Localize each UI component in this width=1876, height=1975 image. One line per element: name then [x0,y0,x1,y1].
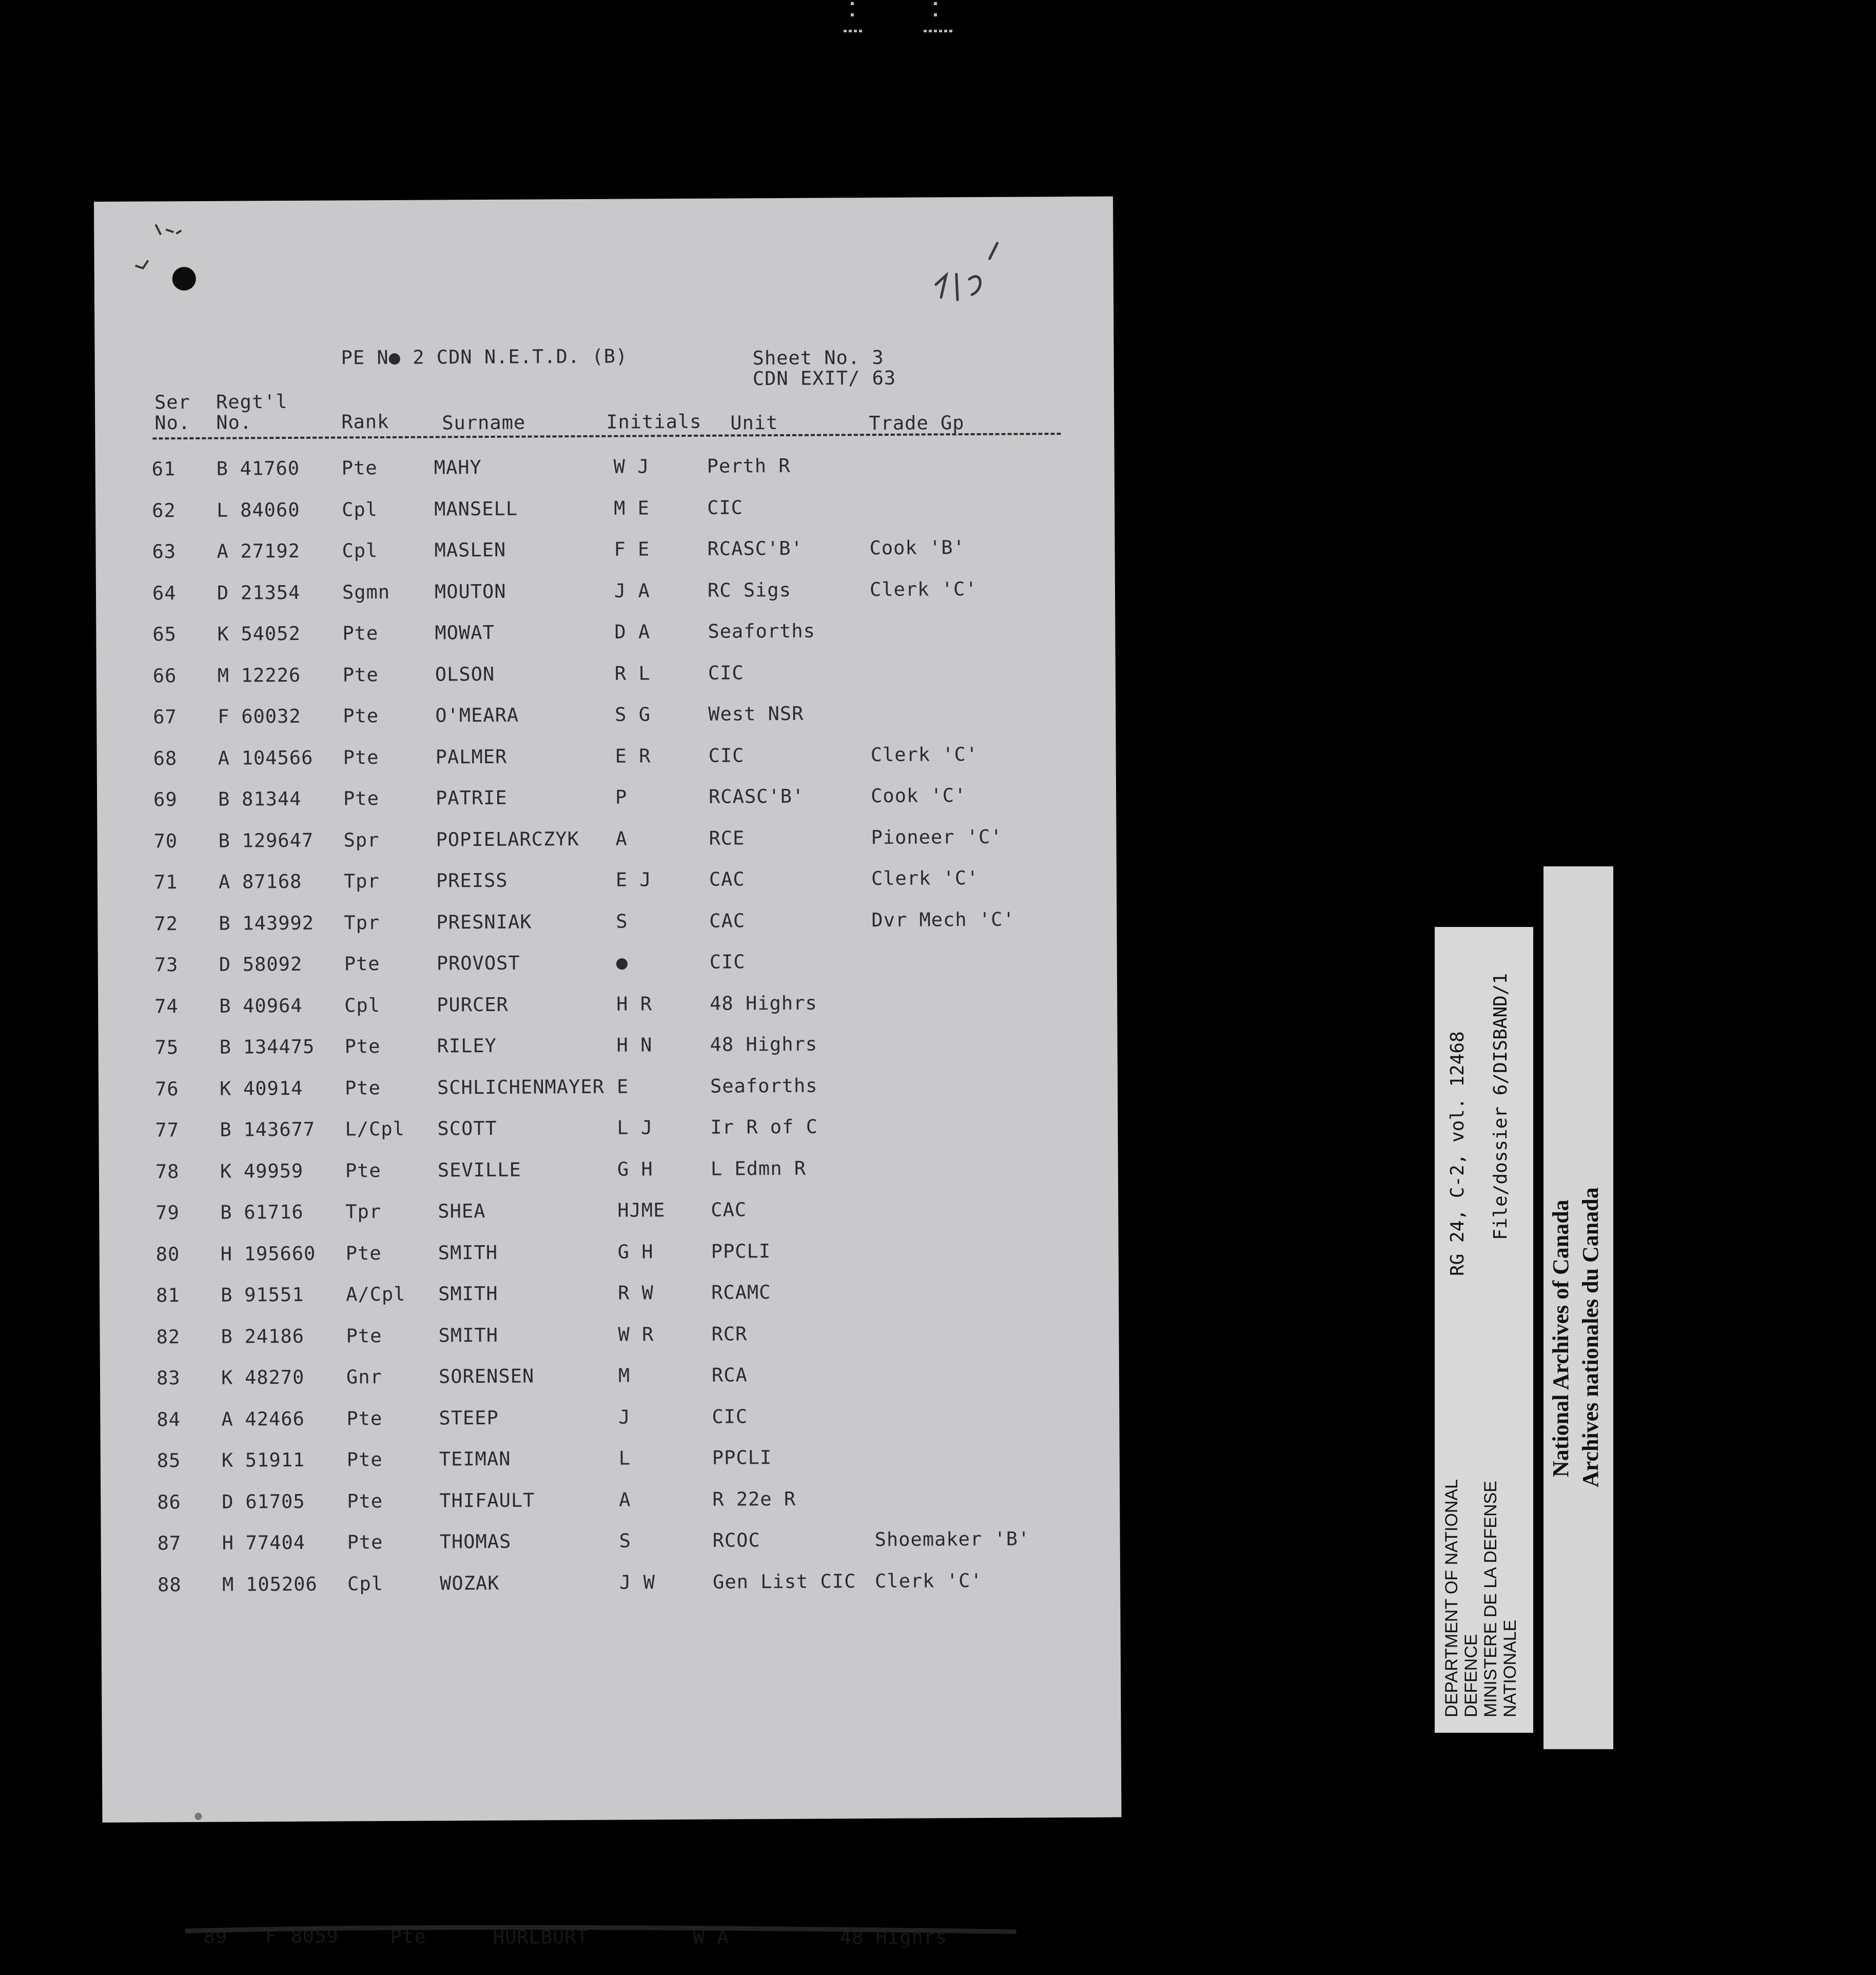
row-regt-number: 91551 [244,1283,304,1306]
row-rank: Pte [341,457,378,479]
archives-fr: Archives nationales du Canada [1578,1187,1603,1487]
row-unit: RCASC'B' [707,537,803,560]
row-regt-number: 21354 [240,581,301,604]
row-regt-prefix: L [217,499,229,521]
row-initials: A [615,827,628,850]
row-surname: WOZAK [439,1572,500,1595]
row-ser-no: 68 [153,747,178,769]
row-regt-prefix: B [219,995,231,1017]
row-surname: OLSON [435,663,495,686]
row-unit: Seaforths [710,1074,818,1097]
row-ser-no: 88 [157,1573,182,1596]
row-trade: Clerk 'C' [871,866,979,890]
row-surname: THIFAULT [439,1489,535,1512]
row-regt-number: 58092 [242,953,303,976]
row-regt-number: 27192 [240,539,301,563]
row-ser-no: 67 [153,706,177,728]
row-ser-no: 66 [152,664,177,687]
col-header-ser-2: No. [154,412,191,434]
row-initials: J W [619,1571,656,1594]
row-surname: RILEY [437,1034,497,1057]
row-regt-prefix: F [218,705,230,728]
dept-en-line2: DEFENCE [1461,1634,1481,1717]
row-initials: D A [614,621,651,643]
row-trade: Clerk 'C' [874,1569,983,1592]
row-regt-number: 129647 [242,829,314,852]
row-initials: ● [616,951,629,974]
row-ser-no: 77 [155,1119,180,1141]
row-ser-no: 85 [157,1449,181,1472]
row-surname: SORENSEN [438,1365,535,1388]
row-regt-prefix: K [221,1366,233,1389]
archive-reference-label [1435,927,1533,1733]
row-initials: M [618,1364,631,1387]
row-rank: Pte [347,1489,383,1512]
row-trade: Cook 'C' [870,784,967,807]
row-surname: TEIMAN [439,1447,511,1470]
row-regt-number: 61716 [244,1201,304,1224]
row-ser-no: 70 [153,829,178,852]
row-regt-number: 143992 [242,912,315,935]
row-ser-no: 63 [152,540,177,563]
row-ser-no: 74 [154,995,179,1017]
row-trade: Clerk 'C' [869,577,978,601]
row-surname: SCHLICHENMAYER [437,1075,605,1099]
row-ser-no: 76 [154,1077,179,1100]
row-rank: Pte [345,1159,381,1182]
row-rank: Pte [342,663,379,686]
row-initials: W J [613,455,650,478]
archive-reference: RG 24, C-2, vol. 12468 [1447,1031,1468,1276]
header-rule [152,433,1061,439]
row-unit: CAC [709,868,745,890]
row-ser-no: 62 [152,499,176,521]
row-initials: R W [618,1282,654,1304]
row-initials: E J [615,868,652,891]
row-surname: PROVOST [436,952,520,975]
row-rank: Sgmn [342,580,390,603]
row-ser-no: 79 [155,1202,180,1224]
row-rank: Pte [343,787,380,810]
pencil-page-number [925,227,1028,310]
row-ser-no: 80 [155,1243,180,1265]
row-ser-no: 73 [154,954,179,976]
row-rank: Pte [345,1242,382,1264]
row-regt-prefix: B [218,829,230,852]
row-ser-no: 72 [154,912,179,935]
row-regt-number: 61705 [245,1490,305,1513]
row-ser-no: 83 [156,1367,181,1389]
row-regt-number: 51911 [245,1448,305,1471]
row-regt-prefix: D [222,1490,234,1513]
row-initials: H R [616,992,653,1015]
struck-row-ser: 89 [203,1925,228,1948]
row-regt-number: 41760 [240,457,300,480]
row-surname: MAHY [434,456,482,479]
row-initials: S G [615,703,651,726]
row-initials: P [615,786,628,808]
row-surname: SCOTT [437,1117,497,1140]
row-regt-prefix: M [222,1573,234,1596]
row-unit: L Edmn R [710,1157,807,1180]
col-header-unit: Unit [730,412,778,434]
row-unit: CIC [708,661,744,684]
corner-ink-marks [125,219,218,281]
row-unit: RCA [711,1364,748,1386]
row-regt-prefix: K [221,1449,234,1471]
row-unit: West NSR [708,702,804,725]
col-header-regt-1: Regt'l [216,391,288,413]
dept-fr-line1: MINISTERE DE LA DEFENSE [1481,1481,1500,1717]
row-unit: RCAMC [711,1281,771,1304]
row-ser-no: 71 [153,871,178,894]
row-surname: PREISS [436,869,508,892]
col-header-surname: Surname [442,411,526,434]
row-regt-prefix: H [222,1532,234,1554]
row-surname: SEVILLE [437,1158,521,1182]
row-regt-prefix: B [216,457,229,480]
row-unit: RC Sigs [707,578,792,602]
row-regt-number: 49959 [243,1159,304,1182]
struck-row-initials: W A [693,1926,729,1948]
row-regt-prefix: B [220,1118,232,1141]
row-regt-number: 134475 [243,1035,315,1058]
row-rank: Pte [346,1407,383,1429]
row-rank: Cpl [347,1572,384,1595]
row-regt-prefix: A [218,870,231,893]
row-trade: Clerk 'C' [870,743,979,766]
row-regt-number: 12226 [241,664,301,687]
row-unit: CIC [709,951,746,973]
row-rank: Tpr [345,1201,382,1223]
row-rank: Cpl [344,994,381,1016]
row-ser-no: 78 [155,1160,180,1183]
row-regt-prefix: B [219,1036,232,1058]
row-surname: POPIELARCZYK [436,827,579,851]
row-trade: Pioneer 'C' [871,825,1003,848]
row-regt-prefix: B [221,1325,233,1348]
row-regt-prefix: A [217,540,229,563]
row-rank: Tpr [343,870,380,893]
row-surname: SMITH [438,1282,498,1305]
row-regt-number: 77404 [245,1531,306,1554]
row-regt-prefix: A [221,1408,233,1430]
row-initials: E [616,1075,629,1098]
row-unit: CAC [711,1198,747,1221]
archives-en: National Archives of Canada [1548,1199,1573,1477]
row-unit: 48 Highrs [710,992,817,1015]
row-surname: SHEA [438,1200,486,1223]
national-archives-label [1543,866,1613,1749]
row-regt-prefix: D [219,953,231,976]
row-ser-no: 75 [154,1036,179,1059]
struck-row-rank: Pte [390,1925,426,1948]
row-rank: Pte [344,1076,381,1099]
col-header-trade: Trade Gp [869,412,965,435]
dept-fr-line2: NATIONALE [1500,1619,1520,1717]
row-ser-no: 64 [152,582,177,604]
row-rank: Pte [343,705,379,727]
row-rank: A/Cpl [346,1283,406,1306]
row-regt-prefix: B [219,912,231,935]
row-regt-number: 48270 [244,1366,305,1389]
row-initials: J [618,1406,631,1428]
row-initials: L J [617,1116,653,1139]
row-unit: CIC [708,744,745,767]
row-rank: Pte [342,622,379,645]
row-initials: A [619,1488,631,1511]
row-initials: H N [616,1034,653,1056]
row-unit: Gen List CIC [712,1570,856,1593]
row-regt-number: 54052 [241,622,301,645]
row-regt-number: 104566 [241,746,314,769]
row-regt-prefix: K [219,1077,232,1100]
struck-row-surname: HURLBURT [493,1925,589,1948]
row-regt-prefix: M [217,664,230,687]
sheet-number: Sheet No. 3 [752,346,884,370]
top-edge-marks [842,0,985,41]
row-surname: PATRIE [435,786,507,809]
row-unit: CIC [712,1405,748,1428]
row-surname: STEEP [439,1406,499,1429]
row-surname: SMITH [438,1324,499,1347]
dept-en-line1: DEPARTMENT OF NATIONAL [1442,1479,1461,1717]
row-ser-no: 61 [151,458,176,480]
row-unit: RCR [711,1322,748,1345]
row-regt-number: 40914 [243,1077,303,1099]
row-initials: R L [614,662,651,685]
row-trade: Shoemaker 'B' [874,1527,1030,1551]
row-rank: Pte [347,1531,383,1554]
row-unit: PPCLI [711,1240,771,1263]
row-regt-prefix: A [218,747,230,769]
row-regt-number: 87168 [242,870,302,893]
row-initials: F E [614,538,650,560]
row-initials: S [616,910,628,933]
reference-number: CDN EXIT/ 63 [752,366,896,390]
row-regt-number: 81344 [241,787,302,810]
row-trade: Dvr Mech 'C' [871,908,1015,931]
row-surname: SMITH [438,1241,498,1264]
row-regt-prefix: H [220,1243,233,1265]
row-ser-no: 69 [153,788,178,811]
row-initials: S [619,1529,632,1552]
row-ser-no: 82 [156,1325,181,1348]
row-unit: Seaforths [708,619,815,643]
row-initials: J A [614,579,650,602]
row-unit: 48 Highrs [710,1033,818,1056]
row-ser-no: 86 [157,1490,181,1513]
row-surname: PRESNIAK [436,911,532,934]
row-unit: RCE [709,826,745,849]
row-initials: HJME [617,1199,666,1222]
ink-smudge [194,1813,202,1820]
col-header-initials: Initials [606,410,702,433]
row-regt-prefix: K [217,623,229,645]
row-ser-no: 81 [156,1284,180,1307]
row-regt-number: 84060 [240,498,300,521]
col-header-ser-1: Ser [154,391,190,414]
row-surname: MOUTON [434,580,506,603]
row-regt-number: 105206 [245,1573,318,1595]
row-ser-no: 65 [152,623,177,646]
row-rank: Pte [346,1324,382,1347]
row-initials: G H [617,1157,653,1180]
row-unit: Perth R [707,454,791,477]
row-rank: Pte [346,1448,383,1471]
row-rank: Tpr [344,911,380,934]
struck-row-prefix: F [265,1925,278,1948]
row-surname: THOMAS [439,1530,512,1553]
col-header-rank: Rank [341,410,389,433]
row-initials: E R [615,744,651,767]
row-rank: Cpl [342,498,378,520]
row-unit: PPCLI [712,1446,772,1469]
row-regt-number: 195660 [244,1242,316,1265]
row-initials: L [618,1447,631,1469]
row-unit: RCASC'B' [708,785,805,808]
row-rank: Pte [344,1035,381,1058]
row-unit: CAC [709,909,746,932]
row-regt-prefix: D [217,582,229,604]
row-rank: Gnr [346,1366,382,1388]
struck-row-number: 8059 [290,1925,339,1948]
row-ser-no: 84 [157,1408,181,1430]
row-rank: Spr [343,828,380,851]
row-regt-prefix: B [218,788,230,810]
row-ser-no: 87 [157,1532,182,1555]
col-header-regt-2: No. [216,411,252,434]
document-title: PE N● 2 CDN N.E.T.D. (B) [341,345,628,369]
row-regt-number: 24186 [244,1325,305,1347]
row-surname: PURCER [437,993,509,1016]
row-regt-number: 143677 [243,1118,316,1141]
row-initials: M E [614,496,650,519]
row-regt-prefix: B [220,1201,232,1224]
row-rank: Pte [344,953,380,975]
row-surname: PALMER [435,745,507,768]
row-regt-prefix: K [220,1160,232,1183]
row-regt-number: 40964 [243,994,303,1017]
row-trade: Cook 'B' [869,536,965,559]
row-surname: O'MEARA [435,704,519,727]
row-rank: Pte [343,746,379,768]
row-unit: R 22e R [712,1487,796,1511]
document-sheet [94,197,1122,1949]
row-regt-prefix: B [221,1284,233,1306]
row-rank: L/Cpl [345,1117,405,1140]
row-rank: Cpl [342,539,378,562]
row-unit: Ir R of C [710,1115,818,1138]
row-regt-number: 60032 [241,705,301,728]
strike-through-line [185,1911,1016,1949]
archive-file: File/dossier 6/DISBAND/1 [1490,973,1511,1240]
row-initials: W R [618,1323,654,1346]
row-unit: CIC [707,496,744,519]
struck-row-unit: 48 Highrs [839,1926,948,1949]
row-initials: G H [617,1240,654,1263]
row-unit: RCOC [712,1529,760,1552]
row-surname: MOWAT [435,621,495,644]
row-surname: MASLEN [434,538,506,561]
row-surname: MANSELL [434,497,518,520]
row-regt-number: 42466 [245,1407,305,1430]
